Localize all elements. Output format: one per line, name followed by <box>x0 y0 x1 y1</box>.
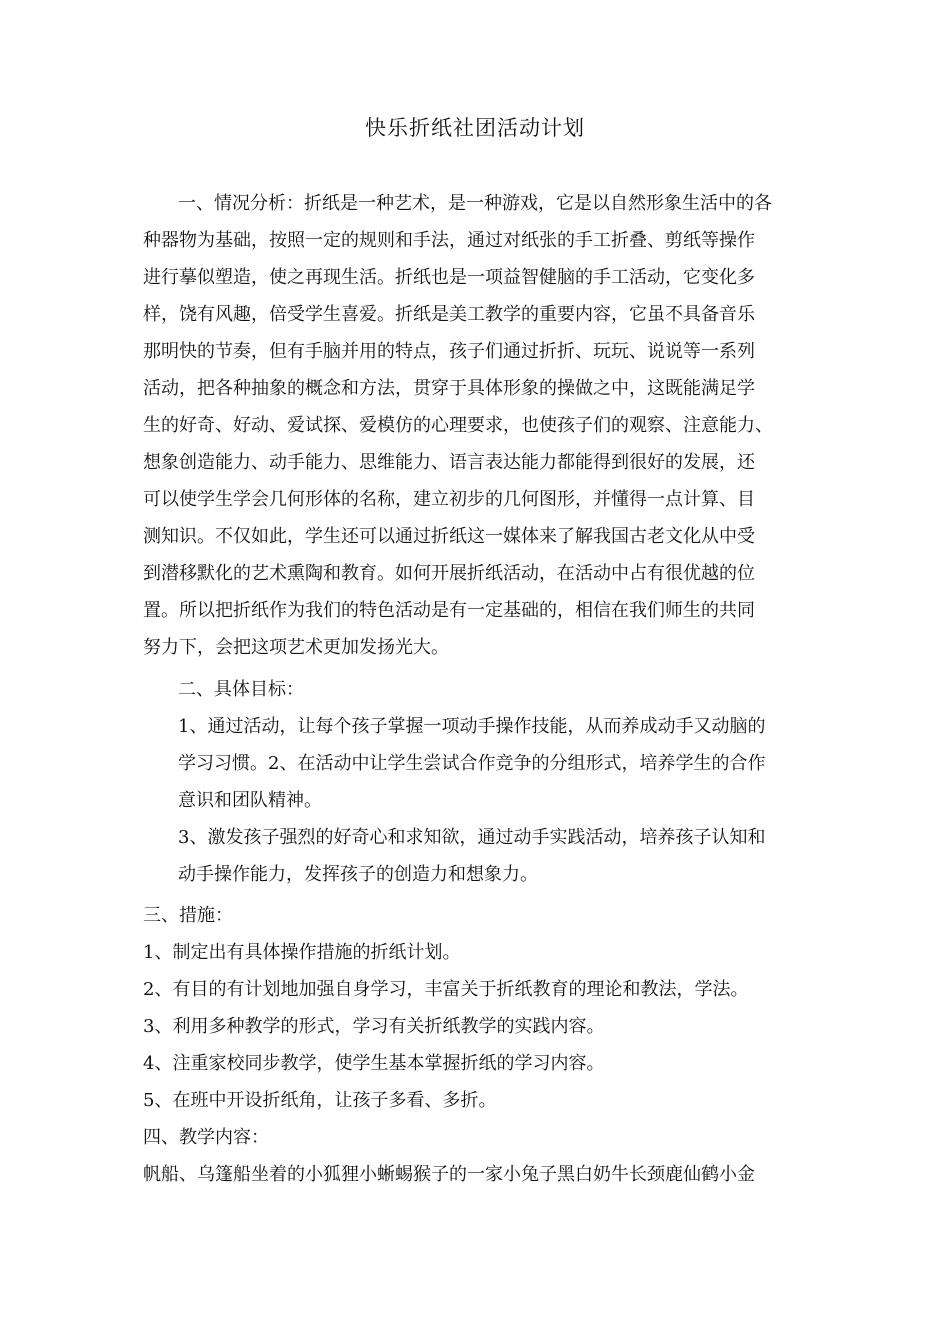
list-item: 3、利用多种教学的形式，学习有关折纸教学的实践内容。 <box>143 1016 605 1037</box>
paragraph-line: 种器物为基础，按照一定的规则和手法，通过对纸张的手工折叠、剪纸等操作 <box>143 230 755 251</box>
paragraph-line: 努力下，会把这项艺术更加发扬光大。 <box>143 637 449 658</box>
paragraph-line: 帆船、乌篷船坐着的小狐狸小蜥蜴猴子的一家小兔子黑白奶牛长颈鹿仙鹤小金 <box>143 1164 755 1185</box>
goal-line: 意识和团队精神。 <box>178 790 322 811</box>
paragraph-line: 生的好奇、好动、爱试探、爱模仿的心理要求，也使孩子们的观察、注意能力、 <box>143 415 773 436</box>
paragraph-line: 可以使学生学会几何形体的名称，建立初步的几何图形，并懂得一点计算、目 <box>143 489 755 510</box>
paragraph-line: 到潜移默化的艺术熏陶和教育。如何开展折纸活动，在活动中占有很优越的位 <box>143 563 755 584</box>
list-item: 2、有目的有计划地加强自身学习，丰富关于折纸教育的理论和教法，学法。 <box>143 979 749 1000</box>
paragraph-line: 那明快的节奏，但有手脑并用的特点，孩子们通过折折、玩玩、说说等一系列 <box>143 341 755 362</box>
goal-line: 动手操作能力，发挥孩子的创造力和想象力。 <box>178 864 538 885</box>
paragraph-line: 测知识。不仅如此，学生还可以通过折纸这一媒体来了解我国古老文化从中受 <box>143 526 755 547</box>
paragraph-line: 置。所以把折纸作为我们的特色活动是有一定基础的，相信在我们师生的共同 <box>143 600 755 621</box>
goal-line: 1、通过活动，让每个孩子掌握一项动手操作技能，从而养成动手又动脑的 <box>178 716 766 737</box>
document-title: 快乐折纸社团活动计划 <box>365 116 585 140</box>
paragraph-line: 活动，把各种抽象的概念和方法，贯穿于具体形象的操做之中，这既能满足学 <box>143 378 755 399</box>
section-heading: 四、教学内容： <box>143 1127 269 1148</box>
paragraph-line: 进行摹似塑造，使之再现生活。折纸也是一项益智健脑的手工活动，它变化多 <box>143 267 755 288</box>
goal-line: 学习习惯。2、在活动中让学生尝试合作竞争的分组形式，培养学生的合作 <box>178 753 766 774</box>
paragraph-line: 样，饶有风趣，倍受学生喜爱。折纸是美工教学的重要内容，它虽不具备音乐 <box>143 304 755 325</box>
list-item: 4、注重家校同步教学，使学生基本掌握折纸的学习内容。 <box>143 1053 605 1074</box>
section-heading: 二、具体目标： <box>178 679 304 700</box>
goal-line: 3、激发孩子强烈的好奇心和求知欲，通过动手实践活动，培养孩子认知和 <box>178 827 766 848</box>
paragraph-line: 想象创造能力、动手能力、思维能力、语言表达能力都能得到很好的发展，还 <box>143 452 755 473</box>
list-item: 1、制定出有具体操作措施的折纸计划。 <box>143 942 461 963</box>
section-heading: 三、措施： <box>143 905 233 926</box>
paragraph-line: 一、情况分析：折纸是一种艺术，是一种游戏，它是以自然形象生活中的各 <box>178 193 772 214</box>
list-item: 5、在班中开设折纸角，让孩子多看、多折。 <box>143 1090 497 1111</box>
